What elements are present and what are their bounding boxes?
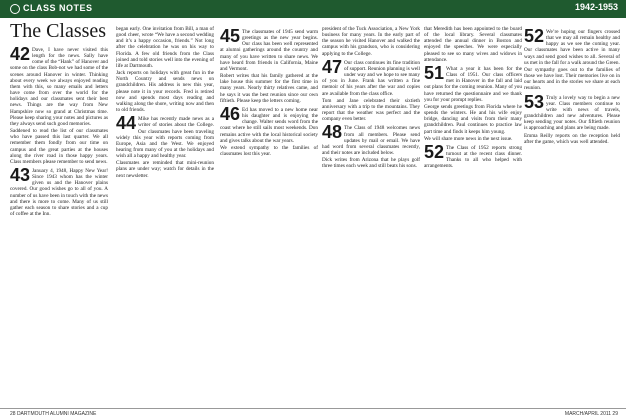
footer-left: 28 DARTMOUTH ALUMNI MAGAZINE bbox=[10, 411, 97, 417]
column-2 bbox=[116, 26, 214, 180]
class-note-text: that Meredith has been appointed to the board of the local library. Several classmates attended the annual dinner in Boston and enjoyed the speeches. We were especially pleased to see so many wives and widows in attendance. bbox=[424, 26, 522, 63]
class-note-text: Saddened to read the list of our classmates who have passed this last quarter. We all remember them fondly from our time on campus and the great parties at the houses along the river road in those happy years. Class members please remember to send news. bbox=[10, 128, 108, 165]
magazine-logo-icon bbox=[10, 4, 20, 14]
class-note-text: Tom and Jane celebrated their sixtieth anniversary with a trip to the mountains. They report that the weather was perfect and the company even better. bbox=[322, 97, 420, 123]
class-note-paragraph bbox=[524, 133, 620, 145]
column-3 bbox=[220, 26, 318, 158]
class-note-text: Truly a lovely way to begin a new year. Class members continue to write with news of travels, grandchildren and new adventures. Please keep sending your notes. Our fiftieth reunion is approaching and plans are being made. bbox=[524, 94, 620, 132]
section-title: CLASS NOTES bbox=[23, 3, 93, 13]
class-note-text: The Class of 1948 welcomes news from all members. Please send updates by mail or email. We have had word from several classmates recently, and their notes are included below. bbox=[322, 125, 420, 156]
class-year-number: 46 bbox=[220, 103, 241, 124]
class-note-text: Robert writes that his family gathered at the lake house this summer for the first time in many years. Nearly thirty relatives came, and he says it was the best reunion since our own fiftieth. Please keep the letters coming. bbox=[220, 73, 318, 104]
class-note-text: Emma Reilly reports on the reception held after the game, which was well attended. bbox=[524, 132, 620, 145]
class-year-number: 53 bbox=[524, 91, 545, 112]
class-year-number: 42 bbox=[10, 44, 31, 64]
class-note-text: began early. One invitation from Bill, a man of good cheer, wrote “We have a second wedding and it’s a happy occasion, friends.” Not long after the celebration he was on his way to Florida. A few old friends from the Class joined and told stories well into the evening of life at Dartmouth. bbox=[116, 26, 214, 69]
class-note-paragraph bbox=[524, 67, 620, 92]
class-note-paragraph bbox=[116, 70, 214, 113]
class-note-paragraph bbox=[10, 164, 108, 218]
class-note-text: Ed has moved to a new home near his daughter and is enjoying the change. Walter sends word from the coast where he still sails most weekends. Don remains active with the local historical society and gives talks about the war years. bbox=[220, 106, 318, 144]
class-year-number: 52 bbox=[424, 141, 445, 162]
page-footer bbox=[0, 408, 626, 420]
section-label bbox=[10, 3, 93, 14]
class-note-paragraph bbox=[116, 160, 214, 178]
class-note-paragraph bbox=[220, 103, 318, 144]
class-note-text: Dick writes from Arizona that he plays golf three times each week and still beats his sons. bbox=[322, 157, 420, 170]
class-note-text: Our class continues its fine tradition of support. Reunion planning is well under way and we hope to see many of you in June. Frank has written a fine memoir of his years after the war and copies are available from the class office. bbox=[322, 59, 420, 97]
page-title: The Classes bbox=[10, 20, 107, 42]
class-note-paragraph bbox=[322, 157, 420, 169]
class-note-text: We’re hoping our fingers crossed that we may all remain healthy and happy as we see the coming year. Our classmates have been active in many ways and send good wishes to all. Several of us met in the fall for a walk around the Green. bbox=[524, 29, 620, 66]
class-note-paragraph bbox=[220, 73, 318, 104]
class-note-text: Mike has recently made news as a writer of stories about the College. Our classmates have been traveling widely this year with reports coming from Europe, Asia and the West. We enjoyed hearing from many of you at the holidays and wish all a happy and healthy year. bbox=[116, 116, 214, 160]
class-note-paragraph bbox=[322, 98, 420, 123]
class-note-text: Our sympathy goes out to the families of those we have lost. Their memories live on in our hearts and in the stories we share at each reunion. bbox=[524, 66, 620, 92]
class-year-number: 47 bbox=[322, 56, 343, 77]
class-note-paragraph bbox=[116, 26, 214, 69]
class-note-paragraph bbox=[424, 104, 522, 135]
class-note-paragraph bbox=[524, 26, 620, 66]
class-note-text: We will share more news in the next issue. bbox=[424, 135, 513, 142]
class-note-text: The Class of 1952 reports strong turnout at the recent class dinner. Thanks to all who helped with arrangements. bbox=[424, 144, 522, 170]
class-years: 1942-1953 bbox=[574, 2, 618, 12]
column-4 bbox=[322, 26, 420, 170]
class-note-paragraph bbox=[424, 141, 522, 170]
class-note-paragraph bbox=[220, 145, 318, 157]
class-note-text: president of the Tuck Association, a New York business for many years. In the early part of the season he visited Hanover and walked the campus with his grandson, who is considering applying to the College. bbox=[322, 26, 420, 57]
column-5 bbox=[424, 26, 522, 170]
class-year-number: 48 bbox=[322, 122, 343, 143]
class-note-text: What a year it has been for the Class of 1951. Our class officers met in Hanover in the fall and laid out plans for the coming reunion. Many of you have returned the questionnaire and we thank you for your prompt replies. bbox=[424, 65, 522, 103]
class-note-paragraph bbox=[322, 56, 420, 97]
class-note-paragraph bbox=[322, 26, 420, 57]
class-year-number: 45 bbox=[220, 26, 241, 46]
class-note-text: Classmates are reminded that mini-reunion plans are under way; watch for details in the next newsletter. bbox=[116, 160, 214, 179]
class-note-paragraph bbox=[220, 26, 318, 72]
class-note-text: Dave, I have never visited this length for the news. Sally have come of the “Hank” of Hanover and some on the class Bob-not we had some of the scenes around Hanover in winter. Thinking about every week we always enjoyed reading them with this, so many emails and letters have come from over the world for the holidays and our classmates sent their best news. Things are the way from New Hampshire now so grand at Christmas time. Please keep sharing your notes and pictures as they always send such good memories. bbox=[10, 47, 108, 127]
class-note-text: The classmates of 1945 send warm greetings as the new year begins. Our class has been well represented at alumni gatherings around the country and many of you have written to share news. We have heard from friends in California, Maine and Vermont. bbox=[220, 29, 318, 72]
class-note-paragraph bbox=[424, 136, 522, 142]
footer-right: MARCH/APRIL 2011 29 bbox=[564, 411, 618, 417]
header-bar bbox=[0, 0, 626, 18]
class-year-number: 51 bbox=[424, 62, 445, 83]
class-note-paragraph bbox=[10, 128, 108, 165]
class-note-text: January 4, 1948, Happy New Year! Since 1943 whom has the winter given us and the Hanover plains covered. Our good wishes go to all of you. A number of us have been in touch with the news and there is more to come. Many of us still gather each season to share stories and a cup of coffee at the Inn. bbox=[10, 167, 108, 218]
class-note-paragraph bbox=[424, 62, 522, 103]
class-note-paragraph bbox=[10, 44, 108, 127]
class-year-number: 44 bbox=[116, 113, 137, 134]
class-note-paragraph bbox=[524, 91, 620, 132]
class-note-text: George sends greetings from Florida where he spends the winters. He and his wife enjoy bridge, dancing and visits from their many grandchildren. Paul continues to practice law part time and finds it keeps him young. bbox=[424, 103, 522, 135]
column-1 bbox=[10, 44, 108, 218]
class-note-paragraph bbox=[116, 113, 214, 160]
class-note-text: We extend sympathy to the families of classmates lost this year. bbox=[220, 144, 318, 157]
class-year-number: 52 bbox=[524, 26, 545, 46]
class-year-number: 43 bbox=[10, 164, 31, 185]
class-note-paragraph bbox=[424, 26, 522, 63]
class-note-text: Jack reports on holidays with great fun in the North Country and sends news on grandchildren. His address is new this year, please note it in your records. Fred is retired now and spends most days reading and walking along the shore, writing now and then to old friends. bbox=[116, 70, 214, 114]
class-note-paragraph bbox=[322, 122, 420, 156]
column-6 bbox=[524, 26, 620, 146]
